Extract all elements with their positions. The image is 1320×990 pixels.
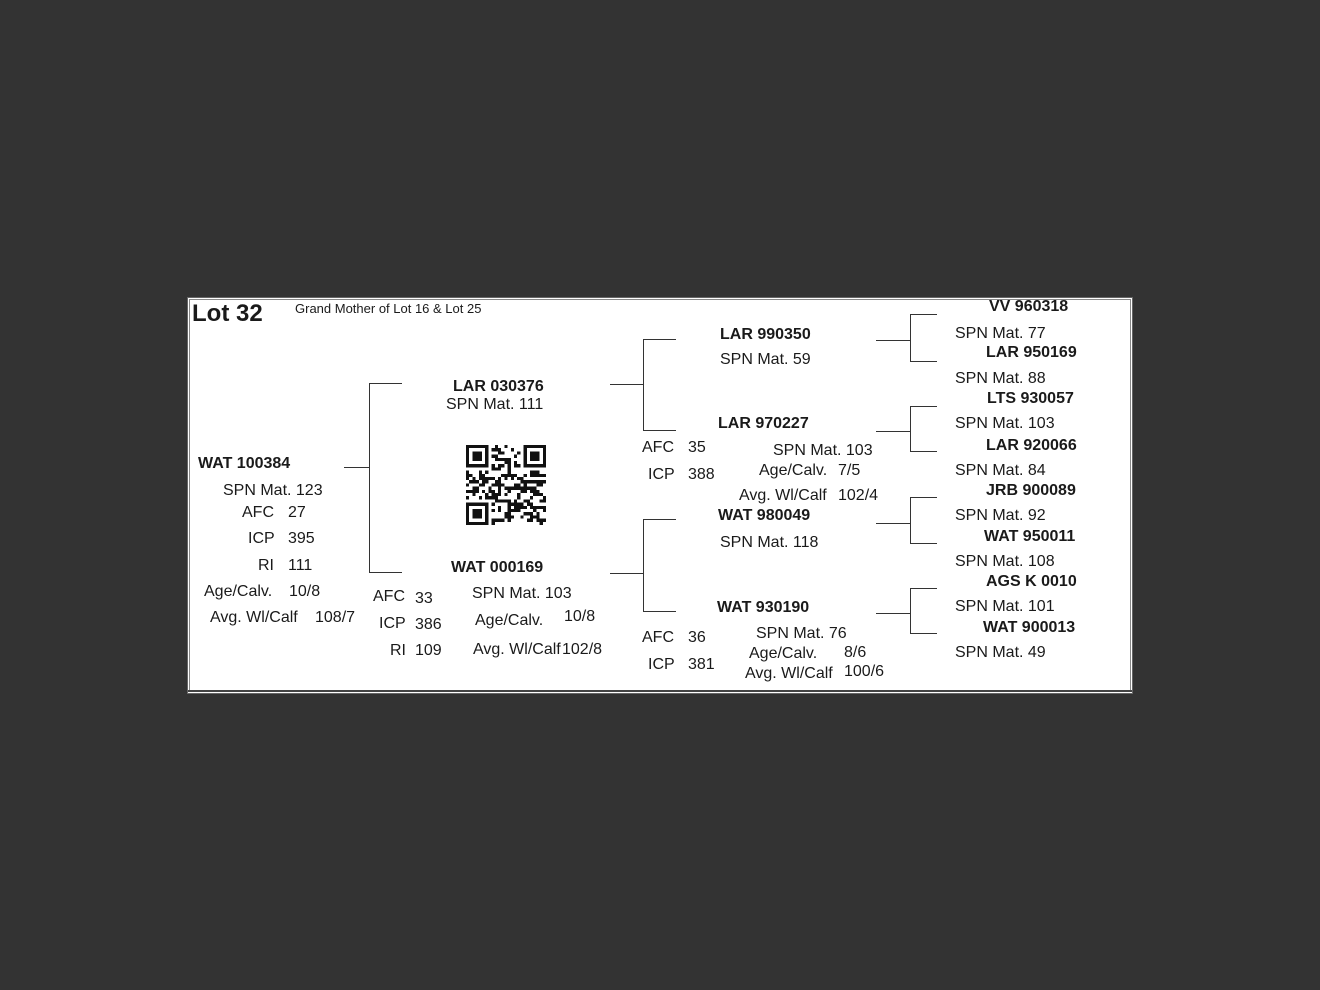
bracket-line [610,573,643,574]
grandsire-paternal-spn: SPN Mat. 59 [720,351,811,368]
bracket-line [876,613,910,614]
bracket-line [910,314,911,361]
granddam-paternal-afc-label: AFC [642,439,674,456]
bracket-line [643,339,644,430]
granddam-maternal-avgwl-value: 100/6 [844,663,885,680]
granddam-maternal-agecalv-label: Age/Calv. [749,645,818,662]
subject-spn: SPN Mat. 123 [223,482,323,499]
qr-code-icon [466,445,546,525]
dam-avgwl-label: Avg. Wl/Calf [473,641,561,658]
bracket-line [910,314,937,315]
dam-avgwl-value: 102/8 [562,641,603,658]
dam-afc-label: AFC [373,588,405,605]
dam-ri-value: 109 [415,642,442,659]
subject-icp-label: ICP [248,530,275,547]
sire-spn: SPN Mat. 111 [446,396,544,413]
bracket-line [643,611,676,612]
gen4-spn: SPN Mat. 108 [955,553,1055,570]
subject-ri-label: RI [258,557,274,574]
bracket-line [369,383,370,572]
granddam-maternal-afc-value: 36 [688,629,706,646]
pedigree-card [187,297,1133,694]
bracket-line [910,543,937,544]
gen4-id: AGS K 0010 [986,573,1077,590]
gen4-id: LAR 920066 [986,437,1077,454]
grandsire-maternal-spn: SPN Mat. 118 [720,534,819,551]
gen4-spn: SPN Mat. 84 [955,462,1046,479]
dam-spn: SPN Mat. 103 [472,585,572,602]
gen4-id: JRB 900089 [986,482,1076,499]
dam-icp-label: ICP [379,615,406,632]
bracket-line [910,451,937,452]
bracket-line [910,497,911,543]
gen4-spn: SPN Mat. 101 [955,598,1055,615]
granddam-maternal-afc-label: AFC [642,629,674,646]
bracket-line [910,406,911,451]
granddam-paternal-id: LAR 970227 [718,415,809,432]
bracket-line [910,497,937,498]
bracket-line [369,383,402,384]
bottom-rule [188,690,1132,692]
granddam-maternal-icp-label: ICP [648,656,675,673]
subject-afc-value: 27 [288,504,306,521]
bracket-line [643,519,676,520]
subject-avgwl-label: Avg. Wl/Calf [210,609,298,626]
dam-icp-value: 386 [415,616,442,633]
granddam-maternal-icp-value: 381 [688,656,715,673]
gen4-id: WAT 950011 [984,528,1076,545]
granddam-paternal-avgwl-value: 102/4 [838,487,879,504]
lot-title: Lot 32 [192,300,263,327]
dam-agecalv-label: Age/Calv. [475,612,544,629]
gen4-id: VV 960318 [989,298,1069,315]
gen4-spn: SPN Mat. 77 [955,325,1046,342]
gen4-spn: SPN Mat. 49 [955,644,1046,661]
subject-ri-value: 111 [288,557,313,574]
subject-id: WAT 100384 [198,455,291,472]
granddam-paternal-avgwl-label: Avg. Wl/Calf [739,487,827,504]
gen4-spn: SPN Mat. 103 [955,415,1055,432]
bracket-line [369,572,402,573]
granddam-paternal-afc-value: 35 [688,439,706,456]
gen4-spn: SPN Mat. 88 [955,370,1046,387]
granddam-paternal-agecalv-value: 7/5 [838,462,861,479]
gen4-id: LTS 930057 [987,390,1074,407]
bracket-line [910,633,937,634]
granddam-paternal-icp-value: 388 [688,466,715,483]
dam-ri-label: RI [390,642,406,659]
bracket-line [643,519,644,611]
subject-icp-value: 395 [288,530,315,547]
grandsire-maternal-id: WAT 980049 [718,507,811,524]
bracket-line [876,523,910,524]
granddam-maternal-agecalv-value: 8/6 [844,644,867,661]
bracket-line [910,588,937,589]
lot-note: Grand Mother of Lot 16 & Lot 25 [295,301,482,316]
bracket-line [910,588,911,633]
bracket-line [643,430,676,431]
subject-agecalv-label: Age/Calv. [204,583,273,600]
granddam-paternal-spn: SPN Mat. 103 [773,442,873,459]
bracket-line [876,431,910,432]
subject-afc-label: AFC [242,504,274,521]
granddam-maternal-id: WAT 930190 [717,599,810,616]
bracket-line [910,406,937,407]
sire-id: LAR 030376 [453,378,544,395]
granddam-maternal-avgwl-label: Avg. Wl/Calf [745,665,833,682]
granddam-paternal-agecalv-label: Age/Calv. [759,462,828,479]
subject-avgwl-value: 108/7 [315,609,356,626]
bracket-line [344,467,370,468]
bracket-line [610,384,643,385]
grandsire-paternal-id: LAR 990350 [720,326,811,343]
dam-agecalv-value: 10/8 [564,608,596,625]
bracket-line [643,339,676,340]
gen4-id: LAR 950169 [986,344,1077,361]
dam-afc-value: 33 [415,590,433,607]
dam-id: WAT 000169 [451,559,544,576]
bracket-line [876,340,910,341]
subject-agecalv-value: 10/8 [289,583,321,600]
gen4-spn: SPN Mat. 92 [955,507,1046,524]
granddam-paternal-icp-label: ICP [648,466,675,483]
granddam-maternal-spn: SPN Mat. 76 [756,625,847,642]
bracket-line [910,361,937,362]
gen4-id: WAT 900013 [983,619,1076,636]
